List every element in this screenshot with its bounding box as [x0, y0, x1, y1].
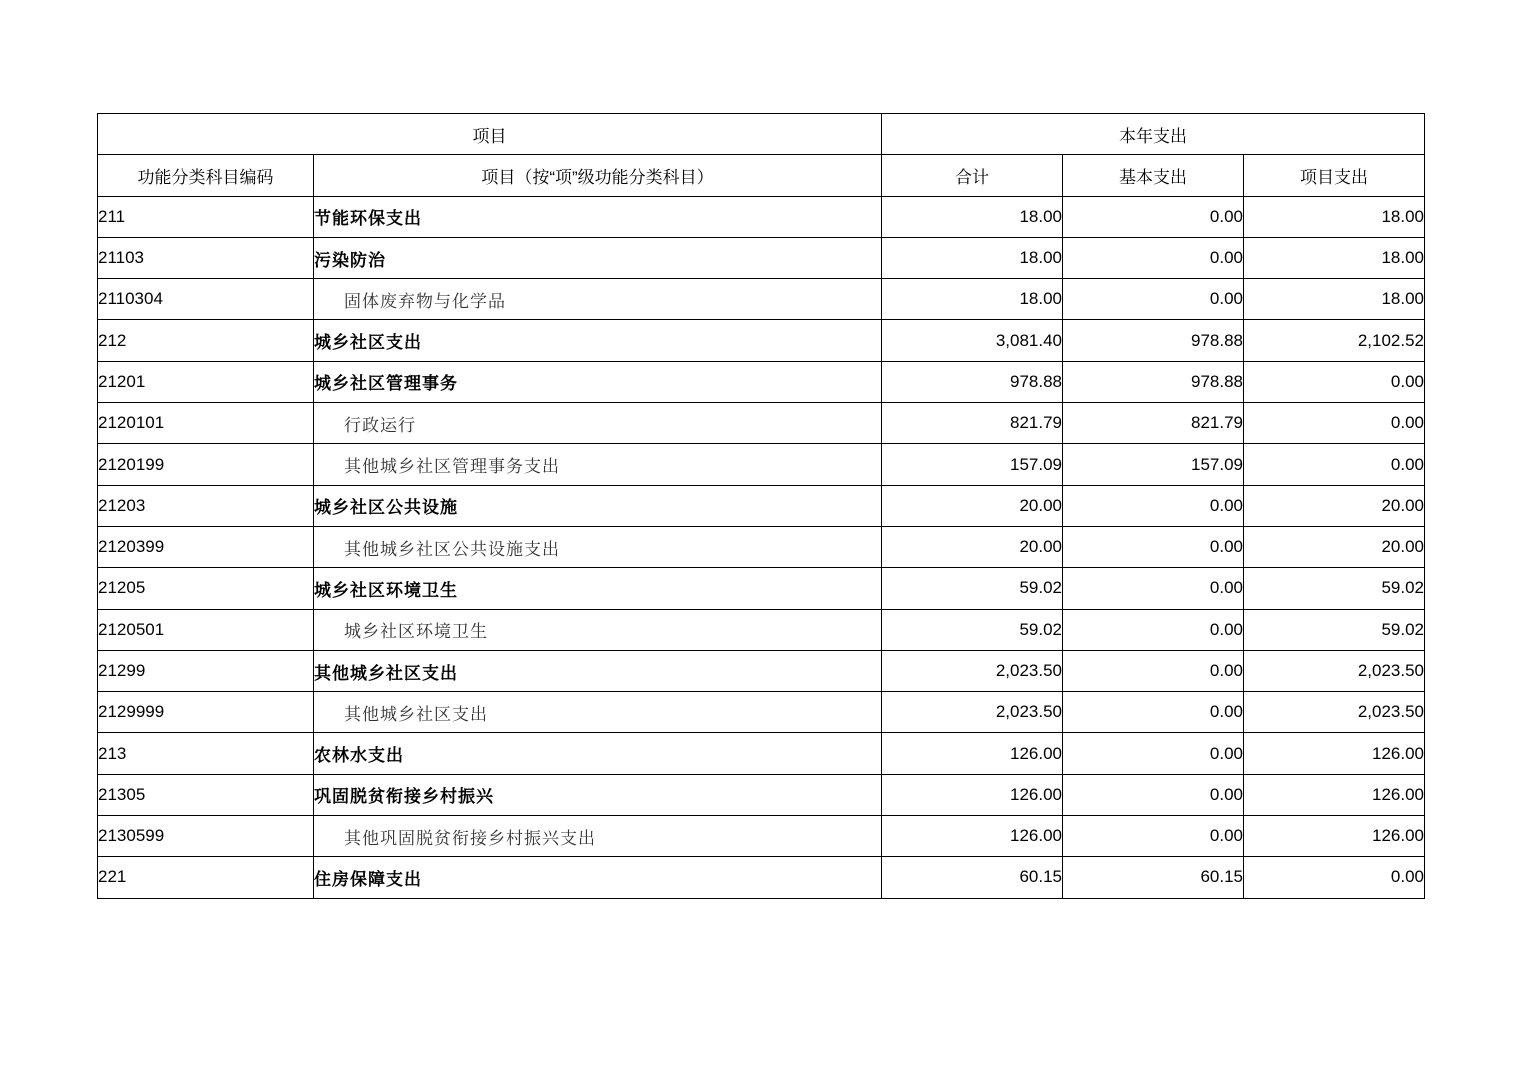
cell-code: 2120501: [98, 609, 314, 650]
cell-code: 2120101: [98, 403, 314, 444]
cell-total: 59.02: [882, 609, 1063, 650]
cell-basic: 0.00: [1063, 733, 1244, 774]
cell-name: 其他城乡社区支出: [314, 650, 882, 691]
table-row: [98, 774, 1425, 815]
cell-project: 126.00: [1244, 774, 1425, 815]
budget-table: [97, 113, 1425, 899]
cell-code: 21201: [98, 361, 314, 402]
cell-name: 节能环保支出: [314, 196, 882, 237]
table-row: [98, 816, 1425, 857]
cell-total: 157.09: [882, 444, 1063, 485]
cell-name: 城乡社区环境卫生: [314, 568, 882, 609]
cell-code: 2120199: [98, 444, 314, 485]
cell-name: 城乡社区环境卫生: [314, 609, 882, 650]
cell-basic: 0.00: [1063, 568, 1244, 609]
cell-project: 2,023.50: [1244, 650, 1425, 691]
cell-total: 18.00: [882, 237, 1063, 278]
table-row: [98, 857, 1425, 898]
cell-basic: 0.00: [1063, 650, 1244, 691]
cell-total: 2,023.50: [882, 650, 1063, 691]
cell-basic: 0.00: [1063, 279, 1244, 320]
cell-name: 其他城乡社区管理事务支出: [314, 444, 882, 485]
col-header-name: 项目（按“项”级功能分类科目）: [314, 155, 882, 196]
table-row: [98, 692, 1425, 733]
cell-code: 212: [98, 320, 314, 361]
col-header-code: 功能分类科目编码: [98, 155, 314, 196]
cell-basic: 821.79: [1063, 403, 1244, 444]
cell-project: 18.00: [1244, 279, 1425, 320]
cell-basic: 157.09: [1063, 444, 1244, 485]
cell-basic: 0.00: [1063, 692, 1244, 733]
cell-project: 126.00: [1244, 816, 1425, 857]
table-row: [98, 320, 1425, 361]
cell-name: 城乡社区支出: [314, 320, 882, 361]
cell-total: 18.00: [882, 196, 1063, 237]
group-header-item: 项目: [98, 114, 882, 155]
cell-project: 59.02: [1244, 568, 1425, 609]
cell-code: 21103: [98, 237, 314, 278]
cell-project: 2,102.52: [1244, 320, 1425, 361]
cell-basic: 0.00: [1063, 237, 1244, 278]
cell-total: 978.88: [882, 361, 1063, 402]
group-header-expenditure: 本年支出: [882, 114, 1425, 155]
cell-name: 行政运行: [314, 403, 882, 444]
cell-total: 18.00: [882, 279, 1063, 320]
cell-project: 20.00: [1244, 526, 1425, 567]
table-row: [98, 609, 1425, 650]
cell-basic: 0.00: [1063, 485, 1244, 526]
table-row: [98, 650, 1425, 691]
cell-basic: 0.00: [1063, 609, 1244, 650]
cell-name: 其他城乡社区公共设施支出: [314, 526, 882, 567]
cell-code: 21203: [98, 485, 314, 526]
table-row: [98, 444, 1425, 485]
cell-project: 0.00: [1244, 403, 1425, 444]
table-row: [98, 279, 1425, 320]
table-row: [98, 237, 1425, 278]
cell-code: 21305: [98, 774, 314, 815]
cell-total: 59.02: [882, 568, 1063, 609]
cell-name: 农林水支出: [314, 733, 882, 774]
cell-project: 59.02: [1244, 609, 1425, 650]
cell-basic: 0.00: [1063, 774, 1244, 815]
cell-project: 2,023.50: [1244, 692, 1425, 733]
table-row: [98, 526, 1425, 567]
table-row: [98, 196, 1425, 237]
cell-project: 0.00: [1244, 444, 1425, 485]
cell-code: 221: [98, 857, 314, 898]
table-row: [98, 485, 1425, 526]
cell-total: 2,023.50: [882, 692, 1063, 733]
table-row: [98, 568, 1425, 609]
cell-name: 巩固脱贫衔接乡村振兴: [314, 774, 882, 815]
table-row: [98, 733, 1425, 774]
cell-code: 2130599: [98, 816, 314, 857]
cell-code: 211: [98, 196, 314, 237]
table-row: [98, 403, 1425, 444]
cell-basic: 60.15: [1063, 857, 1244, 898]
cell-code: 21205: [98, 568, 314, 609]
table-body: [98, 196, 1425, 898]
col-header-project: 项目支出: [1244, 155, 1425, 196]
cell-code: 2129999: [98, 692, 314, 733]
cell-code: 213: [98, 733, 314, 774]
cell-basic: 978.88: [1063, 361, 1244, 402]
cell-total: 3,081.40: [882, 320, 1063, 361]
cell-project: 18.00: [1244, 237, 1425, 278]
column-header-row: [98, 155, 1425, 196]
cell-total: 20.00: [882, 485, 1063, 526]
cell-total: 821.79: [882, 403, 1063, 444]
cell-basic: 978.88: [1063, 320, 1244, 361]
cell-name: 固体废弃物与化学品: [314, 279, 882, 320]
cell-name: 城乡社区公共设施: [314, 485, 882, 526]
cell-name: 住房保障支出: [314, 857, 882, 898]
cell-code: 2120399: [98, 526, 314, 567]
cell-basic: 0.00: [1063, 526, 1244, 567]
cell-project: 18.00: [1244, 196, 1425, 237]
cell-project: 0.00: [1244, 361, 1425, 402]
cell-name: 城乡社区管理事务: [314, 361, 882, 402]
cell-total: 126.00: [882, 774, 1063, 815]
cell-name: 污染防治: [314, 237, 882, 278]
cell-name: 其他城乡社区支出: [314, 692, 882, 733]
col-header-basic: 基本支出: [1063, 155, 1244, 196]
group-header-row: [98, 114, 1425, 155]
cell-code: 21299: [98, 650, 314, 691]
cell-project: 20.00: [1244, 485, 1425, 526]
cell-name: 其他巩固脱贫衔接乡村振兴支出: [314, 816, 882, 857]
cell-project: 126.00: [1244, 733, 1425, 774]
cell-basic: 0.00: [1063, 196, 1244, 237]
col-header-total: 合计: [882, 155, 1063, 196]
cell-total: 126.00: [882, 733, 1063, 774]
cell-basic: 0.00: [1063, 816, 1244, 857]
cell-total: 20.00: [882, 526, 1063, 567]
table-row: [98, 361, 1425, 402]
cell-code: 2110304: [98, 279, 314, 320]
cell-project: 0.00: [1244, 857, 1425, 898]
cell-total: 60.15: [882, 857, 1063, 898]
cell-total: 126.00: [882, 816, 1063, 857]
